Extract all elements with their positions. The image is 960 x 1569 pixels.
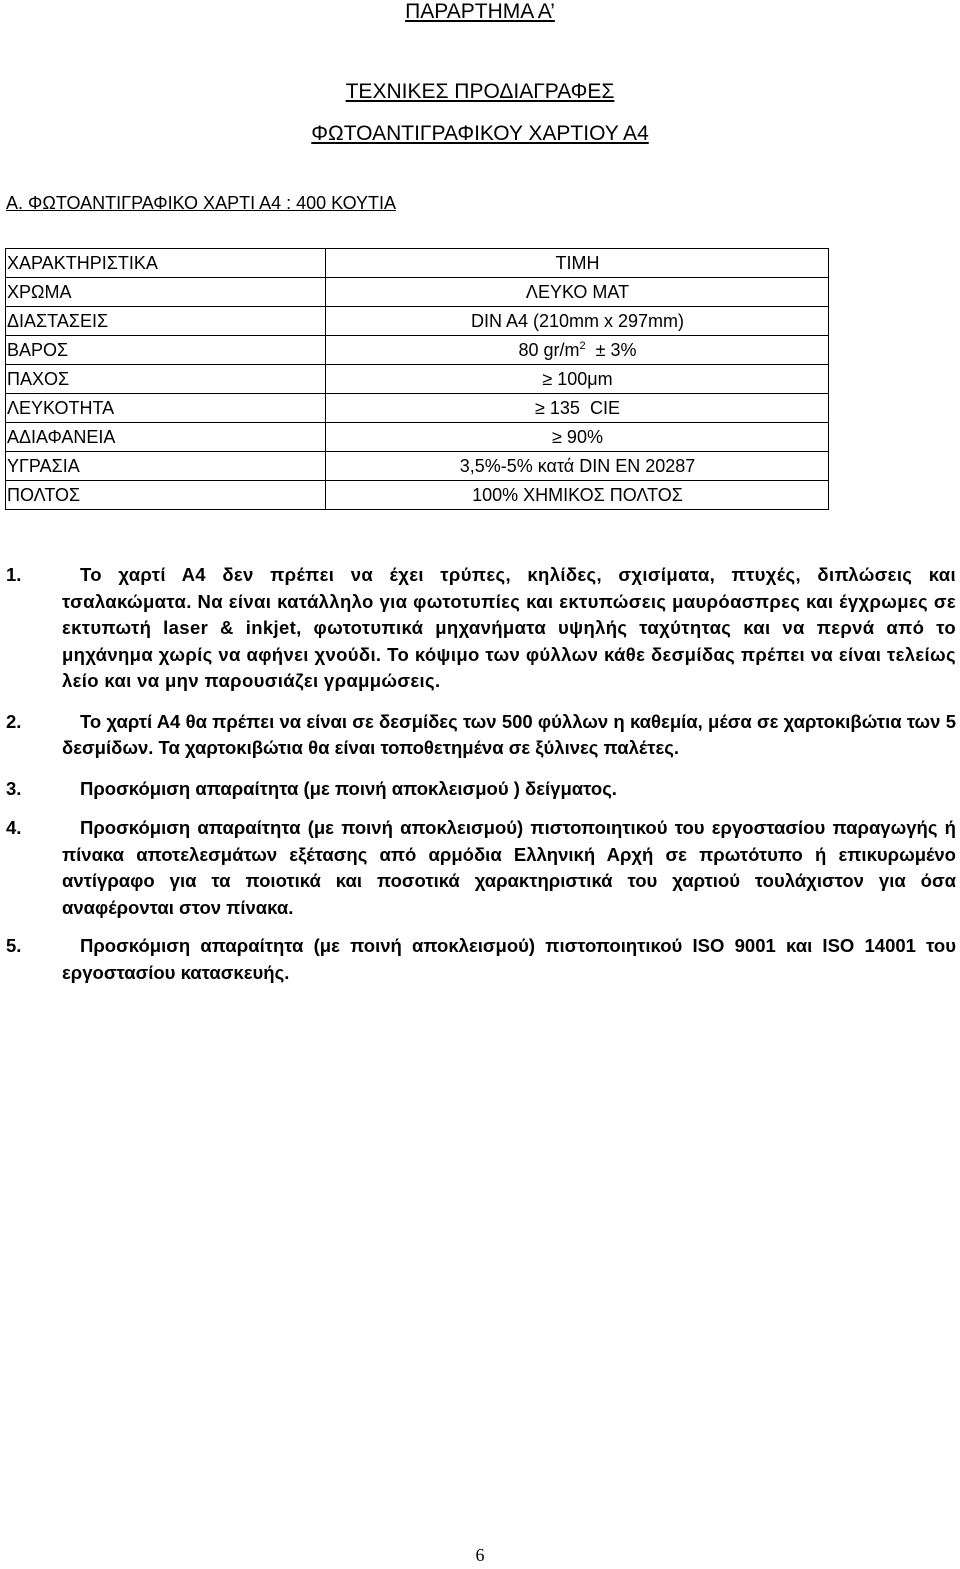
- spec-value: 3,5%-5% κατά DIN EN 20287: [326, 452, 829, 481]
- requirements-list: [6, 562, 956, 997]
- spec-value: ΛΕΥΚΟ ΜΑΤ: [326, 278, 829, 307]
- spec-header-label: ΧΑΡΑΚΤΗΡΙΣΤΙΚΑ: [6, 249, 326, 278]
- item-text: Το χαρτί Α4 δεν πρέπει να έχει τρύπες, κηλίδες, σχισίματα, πτυχές, διπλώσεις και τσαλακώματα. Να είναι κατάλληλο για φωτοτυπίες και εκτυπώσεις μαυρόασπρες και έγχρωμες σε εκτυπωτή laser & inkjet, φωτοτυπικά μηχανήματα υψηλής ταχύτητας και να περνά από το μηχάνημα χωρίς να αφήνει χνούδι. Το κόψιμο των φύλλων κάθε δεσμίδας πρέπει να είναι τελείως λείο και να μην παρουσιάζει γραμμώσεις.: [62, 564, 956, 691]
- item-text: Προσκόμιση απαραίτητα (με ποινή αποκλεισμού) πιστοποιητικού ISO 9001 και ISO 14001 του εργοστασίου κατασκευής.: [62, 935, 956, 983]
- list-item: [6, 933, 956, 986]
- item-number: 1.: [6, 564, 22, 585]
- item-number: 5.: [6, 935, 22, 956]
- table-row: [6, 423, 829, 452]
- table-row: [6, 336, 829, 365]
- spec-table: [5, 248, 829, 510]
- spec-value: 100% ΧΗΜΙΚΟΣ ΠΟΛΤΟΣ: [326, 481, 829, 510]
- item-number: 3.: [6, 777, 22, 799]
- table-row: [6, 365, 829, 394]
- list-item: [6, 815, 956, 921]
- table-row: [6, 452, 829, 481]
- table-row: [6, 481, 829, 510]
- spec-label: ΧΡΩΜΑ: [6, 278, 326, 307]
- spec-header-value: ΤΙΜΗ: [326, 249, 829, 278]
- list-item: [6, 562, 956, 695]
- spec-value: [326, 336, 829, 365]
- item-number: 2.: [6, 710, 22, 732]
- spec-label: ΑΔΙΑΦΑΝΕΙΑ: [6, 423, 326, 452]
- weight-exponent: 2: [579, 340, 586, 352]
- item-text: Προσκόμιση απαραίτητα (με ποινή αποκλεισμού) πιστοποιητικού του εργοστασίου παραγωγής ή πίνακα αποτελεσμάτων εξέτασης από αρμόδια Ελληνική Αρχή σε πρωτότυπο ή επικυρωμένο αντίγραφο για τα ποιοτικά και ποσοτικά χαρακτηριστικά του χαρτιού τουλάχιστον για όσα αναφέρονται στον πίνακα.: [62, 817, 956, 918]
- spec-value: ≥ 135 CIE: [326, 394, 829, 423]
- spec-value: ≥ 90%: [326, 423, 829, 452]
- list-item: [6, 776, 956, 803]
- spec-label: ΥΓΡΑΣΙΑ: [6, 452, 326, 481]
- spec-label: ΠΑΧΟΣ: [6, 365, 326, 394]
- item-text: Προσκόμιση απαραίτητα (με ποινή αποκλεισμού ) δείγματος.: [80, 777, 617, 799]
- spec-label: ΔΙΑΣΤΑΣΕΙΣ: [6, 307, 326, 336]
- table-row: [6, 307, 829, 336]
- item-number: 4.: [6, 817, 22, 838]
- document-title-line-2: ΦΩΤΟΑΝΤΙΓΡΑΦΙΚΟΥ ΧΑΡΤΙΟΥ Α4: [311, 122, 649, 145]
- table-row: [6, 278, 829, 307]
- spec-label: ΛΕΥΚΟΤΗΤΑ: [6, 394, 326, 423]
- spec-table-header-row: [6, 249, 829, 278]
- weight-value: 80 gr/m: [518, 340, 580, 360]
- spec-value: DIN A4 (210mm x 297mm): [326, 307, 829, 336]
- spec-value: ≥ 100μm: [326, 365, 829, 394]
- list-item: [6, 709, 956, 762]
- item-text: Το χαρτί Α4 θα πρέπει να είναι σε δεσμίδες των 500 φύλλων η καθεμία, μέσα σε χαρτοκιβώτια των 5 δεσμίδων. Τα χαρτοκιβώτια θα είναι τοποθετημένα σε ξύλινες παλέτες.: [62, 710, 956, 758]
- page-number: 6: [475, 1545, 485, 1565]
- weight-tolerance: ± 3%: [585, 340, 637, 360]
- appendix-title: ΠΑΡΑΡΤΗΜΑ Α’: [405, 0, 555, 23]
- table-row: [6, 394, 829, 423]
- section-heading: Α. ΦΩΤΟΑΝΤΙΓΡΑΦΙΚΟ ΧΑΡΤΙ Α4 : 400 ΚΟΥΤΙΑ: [6, 193, 397, 213]
- document-title-line-1: ΤΕΧΝΙΚΕΣ ΠΡΟΔΙΑΓΡΑΦΕΣ: [345, 80, 615, 103]
- spec-label: ΒΑΡΟΣ: [6, 336, 326, 365]
- spec-label: ΠΟΛΤΟΣ: [6, 481, 326, 510]
